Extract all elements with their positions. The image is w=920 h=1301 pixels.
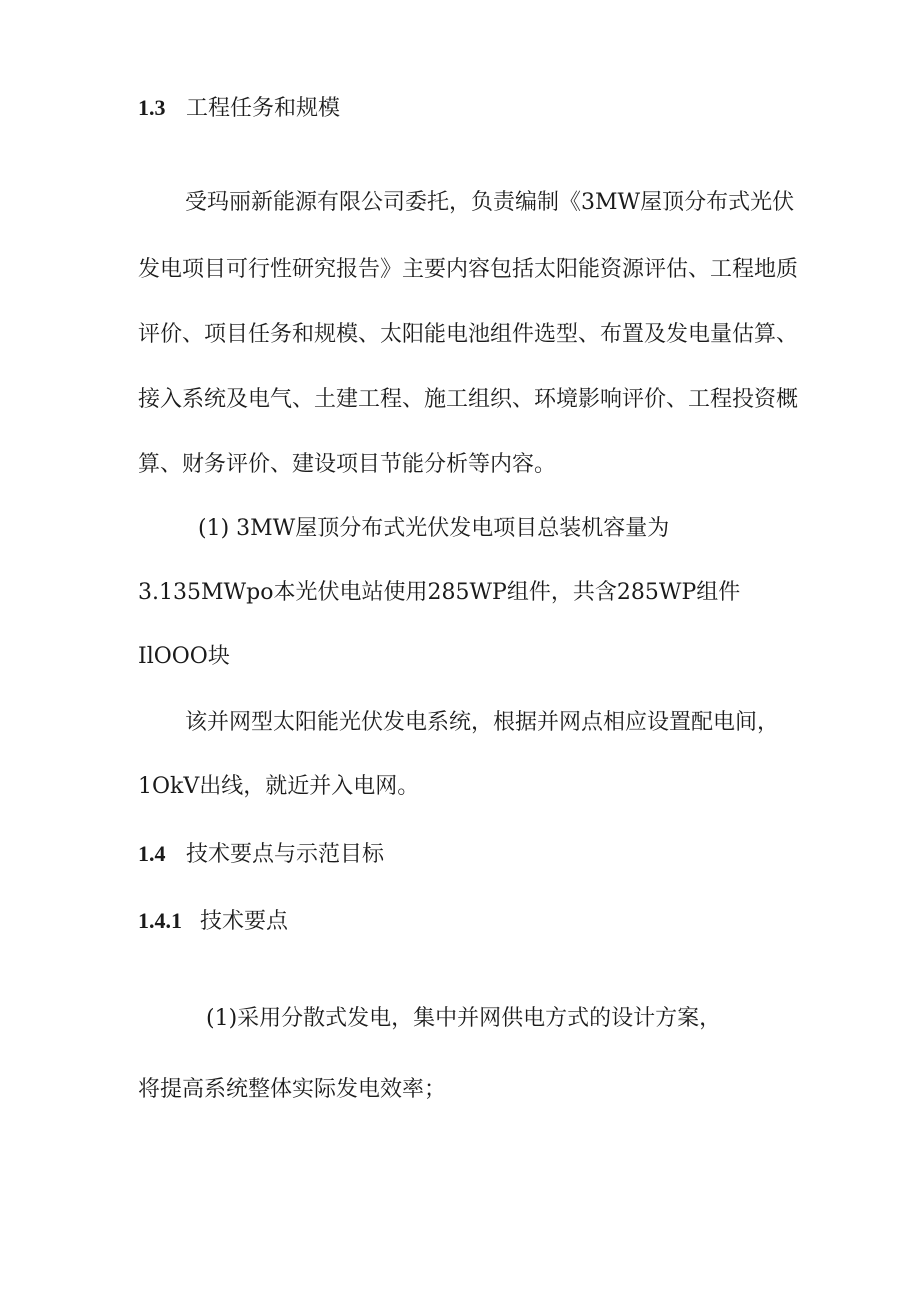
section-heading-1-4-1 [138, 907, 288, 936]
section-heading-1-4 [138, 840, 384, 869]
paragraph-line: 1OkV出线，就近并入电网。 [138, 774, 420, 799]
paragraph-line: 受玛丽新能源有限公司委托，负责编制《3MW屋顶分布式光伏 [185, 190, 795, 215]
section-number: 1.3 [138, 95, 166, 120]
section-number: 1.4 [138, 841, 166, 866]
paragraph-line: 接入系统及电气、土建工程、施工组织、环境影响评价、工程投资概 [138, 387, 799, 412]
paragraph-line: 3.135MWpo本光伏电站使用285WP组件，共含285WP组件 [138, 580, 741, 605]
section-title: 技术要点 [200, 909, 289, 934]
paragraph-line: 该并网型太阳能光伏发电系统，根据并网点相应设置配电间， [185, 710, 780, 735]
section-title: 工程任务和规模 [186, 96, 341, 121]
paragraph-line: 发电项目可行性研究报告》主要内容包括太阳能资源评估、工程地质 [138, 257, 799, 282]
paragraph-line: IlOOO块 [138, 644, 230, 669]
paragraph-line: 将提高系统整体实际发电效率； [138, 1077, 447, 1102]
paragraph-line: 算、财务评价、建设项目节能分析等内容。 [138, 452, 557, 477]
section-number: 1.4.1 [138, 908, 182, 933]
paragraph-line: (1)采用分散式发电，集中并网供电方式的设计方案， [206, 1006, 722, 1031]
section-heading-1-3 [138, 94, 340, 123]
paragraph-line: (1) 3MW屋顶分布式光伏发电项目总装机容量为 [198, 516, 670, 541]
section-title: 技术要点与示范目标 [186, 842, 385, 867]
paragraph-line: 评价、项目任务和规模、太阳能电池组件选型、布置及发电量估算、 [138, 322, 799, 347]
